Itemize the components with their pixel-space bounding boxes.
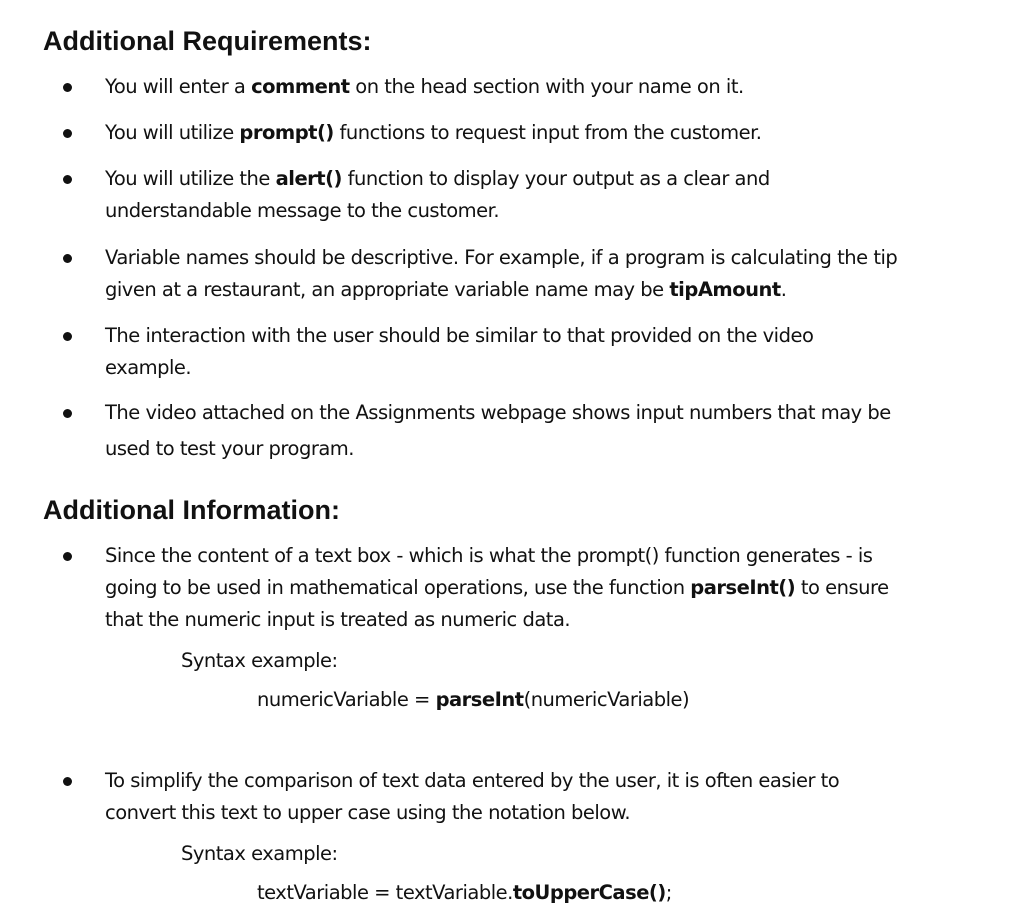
- requirement-2-line-1: You will utilize prompt() functions to request input from the customer.: [105, 121, 762, 144]
- requirement-4-line-2: given at a restaurant, an appropriate variable name may be tipAmount.: [105, 278, 787, 301]
- requirement-5-line-1: The interaction with the user should be similar to that provided on the video: [105, 324, 814, 347]
- information-1-line-1: Since the content of a text box - which is what the prompt() function generates - is: [105, 544, 873, 567]
- syntax-example-label: Syntax example:: [181, 842, 338, 865]
- information-1-line-3: that the numeric input is treated as numeric data.: [105, 608, 571, 631]
- information-2-line-2: convert this text to upper case using the notation below.: [105, 801, 631, 824]
- bullet-icon: [63, 254, 72, 263]
- requirement-3-line-1: You will utilize the alert() function to display your output as a clear and: [105, 167, 770, 190]
- bullet-icon: [63, 83, 72, 92]
- information-1-line-2: going to be used in mathematical operations, use the function parseInt() to ensure: [105, 576, 889, 599]
- requirement-6-line-1: The video attached on the Assignments webpage shows input numbers that may be: [105, 401, 891, 424]
- requirement-1-line-1: You will enter a comment on the head section with your name on it.: [105, 75, 744, 98]
- information-2-line-1: To simplify the comparison of text data entered by the user, it is often easier to: [105, 769, 840, 792]
- bullet-icon: [63, 552, 72, 561]
- requirement-4-line-1: Variable names should be descriptive. For example, if a program is calculating the tip: [105, 246, 898, 269]
- requirements-heading: Additional Requirements:: [43, 26, 372, 56]
- syntax-example-label: Syntax example:: [181, 649, 338, 672]
- bullet-icon: [63, 332, 72, 341]
- requirement-3-line-2: understandable message to the customer.: [105, 199, 500, 222]
- bullet-icon: [63, 777, 72, 786]
- syntax-example-code: numericVariable = parseInt(numericVariable): [257, 688, 690, 711]
- bullet-icon: [63, 409, 72, 418]
- information-heading: Additional Information:: [43, 495, 340, 525]
- requirement-6-line-2: used to test your program.: [105, 437, 354, 460]
- requirement-5-line-2: example.: [105, 356, 192, 379]
- bullet-icon: [63, 175, 72, 184]
- syntax-example-code: textVariable = textVariable.toUpperCase();: [257, 881, 672, 904]
- bullet-icon: [63, 129, 72, 138]
